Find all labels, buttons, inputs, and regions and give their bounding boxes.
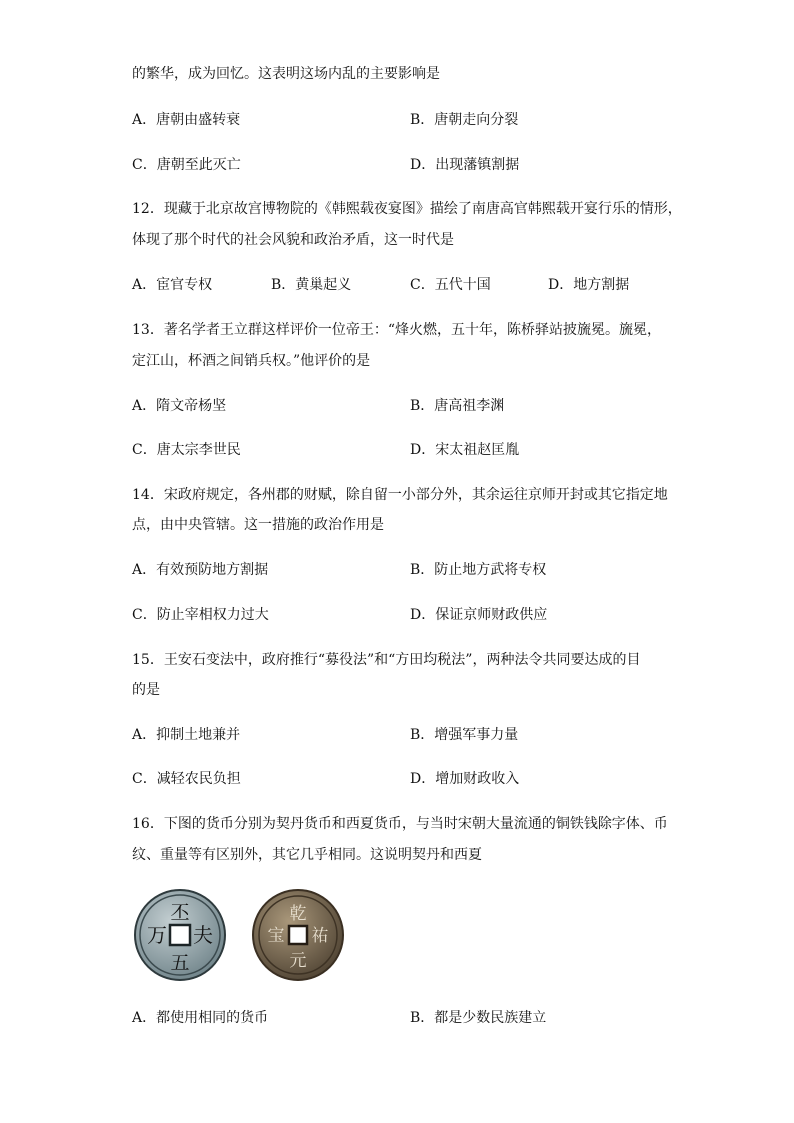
q11-option-c[interactable]: C．唐朝至此灭亡 xyxy=(132,157,241,173)
q12-option-c[interactable]: C．五代十国 xyxy=(410,277,491,293)
q14-option-b[interactable]: B．防止地方武将专权 xyxy=(410,562,547,578)
q12-stem-line1: 12．现藏于北京故宫博物院的《韩熙载夜宴图》描绘了南唐高官韩熙载开宴行乐的情形， xyxy=(132,201,682,217)
q16-stem-line2: 纹、重量等有区别外，其它几乎相同。这说明契丹和西夏 xyxy=(132,847,482,863)
xixia-coin-char-top: 乾 xyxy=(289,904,307,924)
q12-stem-line2: 体现了那个时代的社会风貌和政治矛盾，这一时代是 xyxy=(132,232,454,248)
khitan-coin xyxy=(135,890,225,980)
q12-option-d[interactable]: D．地方割据 xyxy=(548,277,630,293)
q13-option-a[interactable]: A．隋文帝杨坚 xyxy=(132,398,227,414)
q13-option-c[interactable]: C．唐太宗李世民 xyxy=(132,442,241,458)
q15-option-d[interactable]: D．增加财政收入 xyxy=(410,771,520,787)
q13-stem-line2: 定江山，杯酒之间销兵权。”他评价的是 xyxy=(132,353,371,369)
q11-stem-tail: 的繁华，成为回忆。这表明这场内乱的主要影响是 xyxy=(132,66,440,82)
q14-option-d[interactable]: D．保证京师财政供应 xyxy=(410,607,548,623)
khitan-coin-char-bottom: 五 xyxy=(170,952,190,974)
khitan-coin-char-right: 夫 xyxy=(193,923,213,947)
q14-option-a[interactable]: A．有效预防地方割据 xyxy=(132,562,269,578)
q11-option-a[interactable]: A．唐朝由盛转衰 xyxy=(132,112,241,128)
q15-stem-line2: 的是 xyxy=(132,682,160,698)
coins-figure xyxy=(130,888,360,984)
q11-option-b[interactable]: B．唐朝走向分裂 xyxy=(410,112,519,128)
q15-option-b[interactable]: B．增强军事力量 xyxy=(410,727,519,743)
q14-stem-line2: 点，由中央管辖。这一措施的政治作用是 xyxy=(132,517,384,533)
khitan-coin-char-top: 丕 xyxy=(170,902,190,924)
q12-option-b[interactable]: B．黄巢起义 xyxy=(271,277,352,293)
q16-option-a[interactable]: A．都使用相同的货币 xyxy=(132,1010,269,1026)
q13-option-d[interactable]: D．宋太祖赵匡胤 xyxy=(410,442,520,458)
q16-stem-line1: 16．下图的货币分别为契丹货币和西夏货币，与当时宋朝大量流通的铜铁钱除字体、币 xyxy=(132,816,668,832)
q14-stem-line1: 14．宋政府规定，各州郡的财赋，除自留一小部分外，其余运往京师开封或其它指定地 xyxy=(132,487,668,503)
q15-option-a[interactable]: A．抑制土地兼并 xyxy=(132,727,241,743)
xixia-coin xyxy=(253,890,343,980)
q14-option-c[interactable]: C．防止宰相权力过大 xyxy=(132,607,269,623)
q13-option-b[interactable]: B．唐高祖李渊 xyxy=(410,398,505,414)
xixia-coin-char-left: 宝 xyxy=(267,926,285,946)
q16-option-b[interactable]: B．都是少数民族建立 xyxy=(410,1010,547,1026)
q15-option-c[interactable]: C．减轻农民负担 xyxy=(132,771,241,787)
xixia-coin-char-bottom: 元 xyxy=(289,951,307,971)
khitan-coin-char-left: 万 xyxy=(147,923,167,947)
xixia-coin-char-right: 祐 xyxy=(311,926,329,946)
q15-stem-line1: 15．王安石变法中，政府推行“募役法”和“方田均税法”，两种法令共同要达成的目 xyxy=(132,652,641,668)
q11-option-d[interactable]: D．出现藩镇割据 xyxy=(410,157,520,173)
q12-option-a[interactable]: A．宦官专权 xyxy=(132,277,213,293)
q13-stem-line1: 13．著名学者王立群这样评价一位帝王：“烽火燃，五十年，陈桥驿站披旒冕。旒冕， xyxy=(132,322,661,338)
